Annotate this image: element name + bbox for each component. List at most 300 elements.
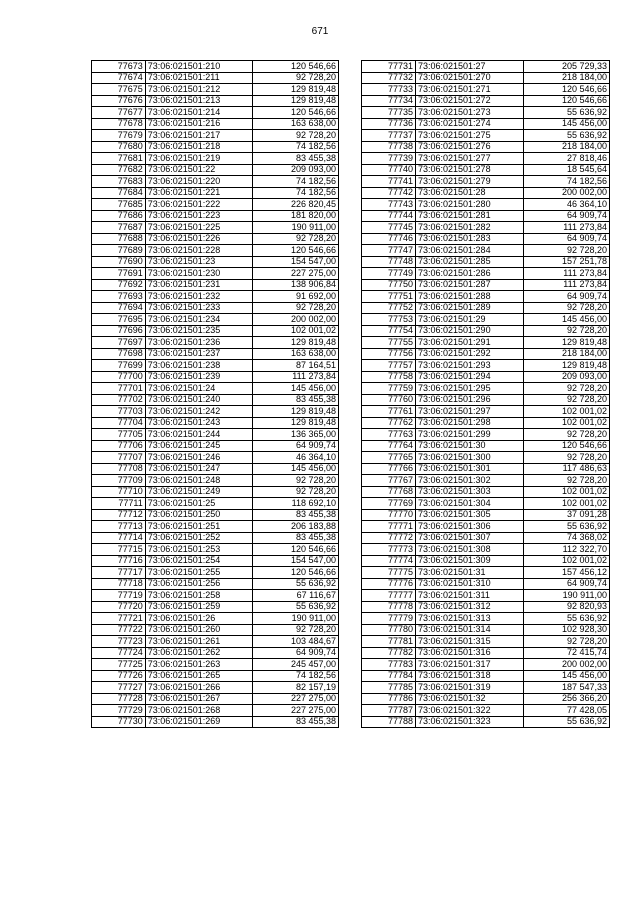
row-number: 77765	[362, 452, 416, 464]
cadastral-value: 206 183,88	[253, 521, 339, 533]
row-number: 77691	[92, 268, 146, 280]
cadastral-value: 92 728,20	[253, 624, 339, 636]
cadastral-number: 73:06:021501:309	[416, 555, 524, 567]
cadastral-number: 73:06:021501:283	[416, 233, 524, 245]
row-number: 77756	[362, 348, 416, 360]
row-number: 77708	[92, 463, 146, 475]
cadastral-number: 73:06:021501:265	[145, 670, 253, 682]
row-number: 77745	[362, 222, 416, 234]
cadastral-number: 73:06:021501:318	[416, 670, 524, 682]
cadastral-number: 73:06:021501:310	[416, 578, 524, 590]
row-number: 77684	[92, 187, 146, 199]
cadastral-value: 92 728,20	[253, 475, 339, 487]
table-row	[92, 647, 339, 659]
cadastral-value: 74 182,56	[253, 141, 339, 153]
cadastral-number: 73:06:021501:23	[145, 256, 253, 268]
cadastral-number: 73:06:021501:247	[145, 463, 253, 475]
table-row	[362, 141, 610, 153]
cadastral-value: 145 456,00	[253, 383, 339, 395]
table-row	[362, 118, 610, 130]
cadastral-number: 73:06:021501:314	[416, 624, 524, 636]
cadastral-number: 73:06:021501:232	[145, 291, 253, 303]
cadastral-value: 92 728,20	[524, 394, 610, 406]
row-number: 77696	[92, 325, 146, 337]
table-row	[92, 544, 339, 556]
table-row	[362, 590, 610, 602]
table-row	[362, 509, 610, 521]
row-number: 77689	[92, 245, 146, 257]
table-row	[362, 337, 610, 349]
row-number: 77677	[92, 107, 146, 119]
cadastral-value: 92 728,20	[524, 245, 610, 257]
cadastral-value: 74 182,56	[253, 187, 339, 199]
cadastral-number: 73:06:021501:235	[145, 325, 253, 337]
table-row	[92, 279, 339, 291]
cadastral-number: 73:06:021501:290	[416, 325, 524, 337]
cadastral-number: 73:06:021501:285	[416, 256, 524, 268]
cadastral-value: 102 001,02	[524, 555, 610, 567]
cadastral-value: 187 547,33	[524, 682, 610, 694]
table-row	[92, 394, 339, 406]
cadastral-number: 73:06:021501:233	[145, 302, 253, 314]
table-row	[362, 107, 610, 119]
table-row	[362, 486, 610, 498]
table-row	[92, 245, 339, 257]
cadastral-value: 226 820,45	[253, 199, 339, 211]
table-row	[362, 647, 610, 659]
cadastral-value: 102 001,02	[524, 486, 610, 498]
cadastral-value: 157 251,78	[524, 256, 610, 268]
table-row	[92, 682, 339, 694]
row-number: 77695	[92, 314, 146, 326]
cadastral-value: 111 273,84	[524, 279, 610, 291]
cadastral-value: 87 164,51	[253, 360, 339, 372]
cadastral-value: 64 909,74	[524, 291, 610, 303]
cadastral-number: 73:06:021501:281	[416, 210, 524, 222]
cadastral-value: 92 820,93	[524, 601, 610, 613]
table-row	[92, 371, 339, 383]
cadastral-value: 120 546,66	[253, 567, 339, 579]
cadastral-number: 73:06:021501:289	[416, 302, 524, 314]
cadastral-value: 46 364,10	[524, 199, 610, 211]
row-number: 77694	[92, 302, 146, 314]
cadastral-number: 73:06:021501:273	[416, 107, 524, 119]
cadastral-value: 218 184,00	[524, 72, 610, 84]
table-row	[362, 360, 610, 372]
table-row	[92, 693, 339, 705]
cadastral-value: 103 484,67	[253, 636, 339, 648]
table-row	[362, 624, 610, 636]
table-row	[92, 233, 339, 245]
table-row	[362, 705, 610, 717]
cadastral-value: 200 002,00	[253, 314, 339, 326]
row-number: 77732	[362, 72, 416, 84]
cadastral-number: 73:06:021501:29	[416, 314, 524, 326]
cadastral-number: 73:06:021501:249	[145, 486, 253, 498]
table-row	[362, 245, 610, 257]
cadastral-number: 73:06:021501:298	[416, 417, 524, 429]
cadastral-number: 73:06:021501:240	[145, 394, 253, 406]
cadastral-value: 55 636,92	[524, 130, 610, 142]
cadastral-number: 73:06:021501:293	[416, 360, 524, 372]
table-row	[92, 210, 339, 222]
cadastral-number: 73:06:021501:228	[145, 245, 253, 257]
cadastral-number: 73:06:021501:270	[416, 72, 524, 84]
cadastral-value: 112 322,70	[524, 544, 610, 556]
table-row	[92, 72, 339, 84]
table-row	[92, 84, 339, 96]
row-number: 77733	[362, 84, 416, 96]
cadastral-value: 83 455,38	[253, 394, 339, 406]
cadastral-value: 157 456,12	[524, 567, 610, 579]
cadastral-value: 37 091,28	[524, 509, 610, 521]
cadastral-value: 190 911,00	[253, 222, 339, 234]
cadastral-number: 73:06:021501:288	[416, 291, 524, 303]
cadastral-value: 72 415,74	[524, 647, 610, 659]
cadastral-value: 145 456,00	[524, 118, 610, 130]
row-number: 77759	[362, 383, 416, 395]
row-number: 77728	[92, 693, 146, 705]
table-row	[92, 417, 339, 429]
cadastral-number: 73:06:021501:280	[416, 199, 524, 211]
cadastral-value: 55 636,92	[524, 521, 610, 533]
cadastral-number: 73:06:021501:244	[145, 429, 253, 441]
row-number: 77722	[92, 624, 146, 636]
row-number: 77700	[92, 371, 146, 383]
cadastral-value: 145 456,00	[524, 314, 610, 326]
cadastral-number: 73:06:021501:286	[416, 268, 524, 280]
table-row	[92, 659, 339, 671]
row-number: 77752	[362, 302, 416, 314]
table-row	[362, 256, 610, 268]
table-row	[362, 567, 610, 579]
row-number: 77750	[362, 279, 416, 291]
row-number: 77714	[92, 532, 146, 544]
table-row	[362, 153, 610, 165]
cadastral-value: 64 909,74	[253, 647, 339, 659]
cadastral-number: 73:06:021501:291	[416, 337, 524, 349]
row-number: 77779	[362, 613, 416, 625]
cadastral-value: 92 728,20	[524, 383, 610, 395]
cadastral-number: 73:06:021501:277	[416, 153, 524, 165]
cadastral-value: 227 275,00	[253, 693, 339, 705]
row-number: 77729	[92, 705, 146, 717]
cadastral-value: 209 093,00	[253, 164, 339, 176]
row-number: 77707	[92, 452, 146, 464]
table-row	[362, 544, 610, 556]
table-row	[92, 475, 339, 487]
cadastral-number: 73:06:021501:302	[416, 475, 524, 487]
cadastral-value: 92 728,20	[253, 233, 339, 245]
table-row	[362, 233, 610, 245]
cadastral-value: 136 365,00	[253, 429, 339, 441]
row-number: 77736	[362, 118, 416, 130]
row-number: 77782	[362, 647, 416, 659]
cadastral-number: 73:06:021501:239	[145, 371, 253, 383]
cadastral-value: 205 729,33	[524, 61, 610, 73]
table-row	[92, 429, 339, 441]
cadastral-number: 73:06:021501:251	[145, 521, 253, 533]
cadastral-number: 73:06:021501:296	[416, 394, 524, 406]
row-number: 77712	[92, 509, 146, 521]
row-number: 77755	[362, 337, 416, 349]
table-row	[362, 222, 610, 234]
row-number: 77674	[92, 72, 146, 84]
cadastral-value: 227 275,00	[253, 705, 339, 717]
cadastral-number: 73:06:021501:225	[145, 222, 253, 234]
table-row	[92, 95, 339, 107]
cadastral-value: 129 819,48	[253, 337, 339, 349]
cadastral-number: 73:06:021501:223	[145, 210, 253, 222]
cadastral-number: 73:06:021501:217	[145, 130, 253, 142]
cadastral-number: 73:06:021501:226	[145, 233, 253, 245]
cadastral-number: 73:06:021501:260	[145, 624, 253, 636]
cadastral-number: 73:06:021501:299	[416, 429, 524, 441]
cadastral-value: 92 728,20	[253, 72, 339, 84]
cadastral-value: 55 636,92	[524, 716, 610, 728]
row-number: 77788	[362, 716, 416, 728]
row-number: 77686	[92, 210, 146, 222]
row-number: 77704	[92, 417, 146, 429]
cadastral-value: 18 545,64	[524, 164, 610, 176]
row-number: 77742	[362, 187, 416, 199]
table-row	[92, 509, 339, 521]
table-row	[92, 176, 339, 188]
row-number: 77679	[92, 130, 146, 142]
cadastral-number: 73:06:021501:267	[145, 693, 253, 705]
table-row	[362, 72, 610, 84]
cadastral-number: 73:06:021501:255	[145, 567, 253, 579]
row-number: 77727	[92, 682, 146, 694]
cadastral-number: 73:06:021501:278	[416, 164, 524, 176]
cadastral-number: 73:06:021501:269	[145, 716, 253, 728]
cadastral-value: 92 728,20	[253, 302, 339, 314]
table-row	[92, 498, 339, 510]
table-row	[92, 141, 339, 153]
row-number: 77693	[92, 291, 146, 303]
cadastral-value: 77 428,05	[524, 705, 610, 717]
cadastral-number: 73:06:021501:268	[145, 705, 253, 717]
row-number: 77726	[92, 670, 146, 682]
cadastral-value: 64 909,74	[524, 210, 610, 222]
row-number: 77702	[92, 394, 146, 406]
cadastral-number: 73:06:021501:237	[145, 348, 253, 360]
cadastral-value: 129 819,48	[524, 337, 610, 349]
cadastral-value: 120 546,66	[524, 440, 610, 452]
cadastral-number: 73:06:021501:216	[145, 118, 253, 130]
row-number: 77758	[362, 371, 416, 383]
table-row	[92, 601, 339, 613]
right-table	[361, 60, 610, 728]
row-number: 77766	[362, 463, 416, 475]
table-row	[92, 716, 339, 728]
table-row	[362, 302, 610, 314]
cadastral-number: 73:06:021501:243	[145, 417, 253, 429]
cadastral-value: 27 818,46	[524, 153, 610, 165]
cadastral-value: 92 728,20	[253, 130, 339, 142]
row-number: 77754	[362, 325, 416, 337]
cadastral-value: 200 002,00	[524, 187, 610, 199]
table-row	[92, 567, 339, 579]
table-row	[362, 417, 610, 429]
table-row	[92, 153, 339, 165]
row-number: 77764	[362, 440, 416, 452]
cadastral-value: 55 636,92	[253, 578, 339, 590]
cadastral-number: 73:06:021501:28	[416, 187, 524, 199]
table-row	[362, 314, 610, 326]
table-row	[362, 682, 610, 694]
cadastral-value: 91 692,00	[253, 291, 339, 303]
cadastral-value: 218 184,00	[524, 141, 610, 153]
cadastral-number: 73:06:021501:292	[416, 348, 524, 360]
table-row	[362, 348, 610, 360]
cadastral-value: 82 157,19	[253, 682, 339, 694]
row-number: 77711	[92, 498, 146, 510]
table-row	[362, 670, 610, 682]
cadastral-number: 73:06:021501:234	[145, 314, 253, 326]
table-row	[92, 61, 339, 73]
cadastral-number: 73:06:021501:22	[145, 164, 253, 176]
row-number: 77680	[92, 141, 146, 153]
cadastral-number: 73:06:021501:258	[145, 590, 253, 602]
row-number: 77762	[362, 417, 416, 429]
table-row	[92, 291, 339, 303]
row-number: 77751	[362, 291, 416, 303]
cadastral-value: 120 546,66	[524, 84, 610, 96]
cadastral-value: 218 184,00	[524, 348, 610, 360]
cadastral-number: 73:06:021501:250	[145, 509, 253, 521]
cadastral-number: 73:06:021501:242	[145, 406, 253, 418]
table-row	[362, 291, 610, 303]
table-row	[362, 187, 610, 199]
cadastral-value: 64 909,74	[253, 440, 339, 452]
row-number: 77676	[92, 95, 146, 107]
table-row	[362, 693, 610, 705]
row-number: 77685	[92, 199, 146, 211]
cadastral-value: 129 819,48	[253, 84, 339, 96]
table-row	[362, 383, 610, 395]
table-row	[92, 590, 339, 602]
table-row	[362, 61, 610, 73]
row-number: 77746	[362, 233, 416, 245]
row-number: 77698	[92, 348, 146, 360]
cadastral-number: 73:06:021501:311	[416, 590, 524, 602]
table-row	[92, 670, 339, 682]
table-row	[92, 187, 339, 199]
row-number: 77724	[92, 647, 146, 659]
table-row	[92, 463, 339, 475]
cadastral-value: 120 546,66	[524, 95, 610, 107]
table-row	[362, 268, 610, 280]
row-number: 77739	[362, 153, 416, 165]
cadastral-number: 73:06:021501:222	[145, 199, 253, 211]
table-row	[92, 486, 339, 498]
cadastral-value: 129 819,48	[253, 417, 339, 429]
table-row	[92, 348, 339, 360]
table-row	[92, 199, 339, 211]
row-number: 77783	[362, 659, 416, 671]
cadastral-number: 73:06:021501:31	[416, 567, 524, 579]
cadastral-number: 73:06:021501:306	[416, 521, 524, 533]
cadastral-value: 120 546,66	[253, 245, 339, 257]
row-number: 77730	[92, 716, 146, 728]
row-number: 77725	[92, 659, 146, 671]
row-number: 77776	[362, 578, 416, 590]
table-row	[362, 130, 610, 142]
table-row	[362, 406, 610, 418]
cadastral-value: 245 457,00	[253, 659, 339, 671]
row-number: 77682	[92, 164, 146, 176]
row-number: 77697	[92, 337, 146, 349]
cadastral-number: 73:06:021501:246	[145, 452, 253, 464]
cadastral-number: 73:06:021501:271	[416, 84, 524, 96]
row-number: 77760	[362, 394, 416, 406]
row-number: 77767	[362, 475, 416, 487]
cadastral-number: 73:06:021501:300	[416, 452, 524, 464]
cadastral-number: 73:06:021501:219	[145, 153, 253, 165]
row-number: 77720	[92, 601, 146, 613]
cadastral-value: 55 636,92	[253, 601, 339, 613]
cadastral-number: 73:06:021501:212	[145, 84, 253, 96]
row-number: 77683	[92, 176, 146, 188]
table-row	[92, 314, 339, 326]
cadastral-number: 73:06:021501:315	[416, 636, 524, 648]
cadastral-value: 102 001,02	[524, 498, 610, 510]
row-number: 77690	[92, 256, 146, 268]
table-row	[92, 256, 339, 268]
row-number: 77753	[362, 314, 416, 326]
row-number: 77688	[92, 233, 146, 245]
cadastral-value: 256 366,20	[524, 693, 610, 705]
row-number: 77709	[92, 475, 146, 487]
cadastral-number: 73:06:021501:236	[145, 337, 253, 349]
row-number: 77701	[92, 383, 146, 395]
table-row	[362, 521, 610, 533]
cadastral-number: 73:06:021501:262	[145, 647, 253, 659]
row-number: 77681	[92, 153, 146, 165]
cadastral-number: 73:06:021501:27	[416, 61, 524, 73]
cadastral-value: 64 909,74	[524, 578, 610, 590]
cadastral-number: 73:06:021501:316	[416, 647, 524, 659]
row-number: 77717	[92, 567, 146, 579]
left-table	[91, 60, 339, 728]
row-number: 77710	[92, 486, 146, 498]
row-number: 77721	[92, 613, 146, 625]
row-number: 77778	[362, 601, 416, 613]
row-number: 77718	[92, 578, 146, 590]
row-number: 77768	[362, 486, 416, 498]
cadastral-value: 163 638,00	[253, 118, 339, 130]
cadastral-value: 83 455,38	[253, 532, 339, 544]
row-number: 77706	[92, 440, 146, 452]
cadastral-number: 73:06:021501:261	[145, 636, 253, 648]
table-row	[362, 394, 610, 406]
cadastral-number: 73:06:021501:210	[145, 61, 253, 73]
cadastral-value: 55 636,92	[524, 107, 610, 119]
table-row	[362, 429, 610, 441]
cadastral-number: 73:06:021501:322	[416, 705, 524, 717]
cadastral-number: 73:06:021501:25	[145, 498, 253, 510]
table-row	[362, 613, 610, 625]
table-row	[362, 578, 610, 590]
cadastral-value: 92 728,20	[524, 636, 610, 648]
cadastral-number: 73:06:021501:275	[416, 130, 524, 142]
table-row	[362, 164, 610, 176]
cadastral-number: 73:06:021501:305	[416, 509, 524, 521]
row-number: 77775	[362, 567, 416, 579]
row-number: 77761	[362, 406, 416, 418]
cadastral-value: 92 728,20	[524, 325, 610, 337]
